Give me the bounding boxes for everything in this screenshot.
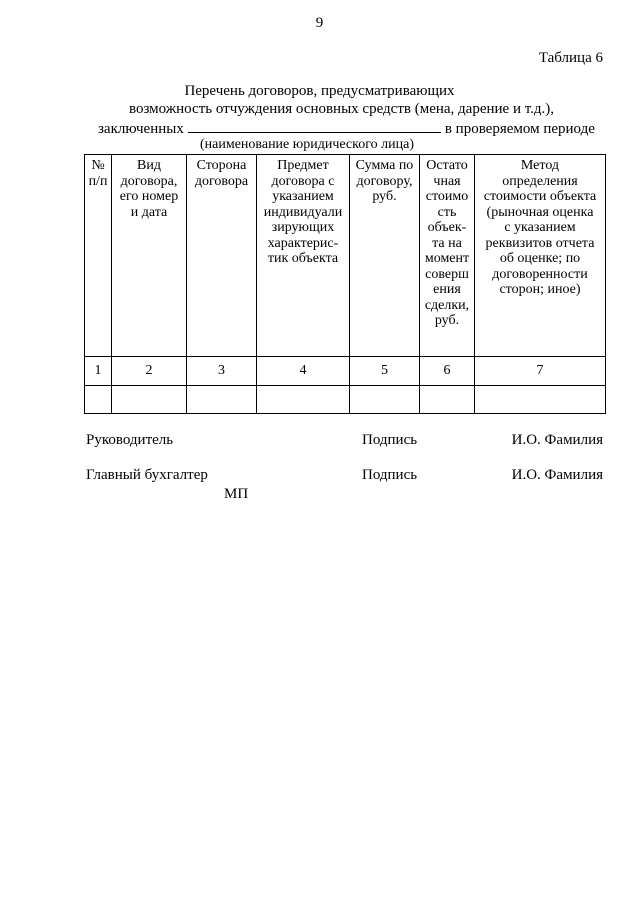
head-signature-label: Подпись [362, 432, 418, 448]
table-number-row [85, 357, 606, 386]
column-number-cell: 3 [187, 357, 257, 386]
header-cell-amount: Сумма по договору, руб. [350, 155, 420, 357]
header-cell-contract-type: Вид договора, его номер и дата [112, 155, 187, 357]
column-number-cell: 4 [257, 357, 350, 386]
table-cell [350, 386, 420, 414]
table-cell [475, 386, 606, 414]
header-cell-residual-value: Остато чная стоимо сть объек- та на момент соверш ения сделки, руб. [420, 155, 475, 357]
head-name: И.О. Фамилия [511, 432, 603, 448]
table-label: Таблица 6 [538, 50, 603, 66]
title-line-1: Перечень договоров, предусматривающих [184, 83, 455, 99]
legal-entity-caption: (наименование юридического лица) [200, 137, 414, 152]
header-cell-subject: Предмет договора с указанием индивидуали зирующих характерис- тик объекта [257, 155, 350, 357]
accountant-signature-label: Подпись [362, 467, 418, 483]
title-line-3 [98, 119, 618, 138]
table-header-row [85, 155, 606, 357]
table-cell [187, 386, 257, 414]
title-line-2: возможность отчуждения основных средств (мена, дарение и т.д.), [128, 101, 555, 117]
column-number-cell: 5 [350, 357, 420, 386]
table-row [85, 386, 606, 414]
title-line-3-before: заключенных [98, 121, 184, 137]
table-cell [85, 386, 112, 414]
table-cell [420, 386, 475, 414]
page-number: 9 [315, 15, 324, 31]
head-role: Руководитель [86, 432, 174, 448]
header-cell-party: Сторона договора [187, 155, 257, 357]
legal-entity-blank [188, 119, 441, 133]
column-number-cell: 6 [420, 357, 475, 386]
header-cell-valuation-method: Метод определения стоимости объекта (рыночная оценка с указанием реквизитов отчета об оценке; по договоренности сторон; иное) [475, 155, 606, 357]
table-cell [257, 386, 350, 414]
column-number-cell: 2 [112, 357, 187, 386]
column-number-cell: 1 [85, 357, 112, 386]
column-number-cell: 7 [475, 357, 606, 386]
accountant-name: И.О. Фамилия [511, 467, 603, 483]
table-cell [112, 386, 187, 414]
title-line-3-after: в проверяемом периоде [444, 121, 595, 137]
contracts-table [84, 154, 606, 414]
stamp-label: МП [224, 486, 249, 502]
header-cell-number: № п/п [85, 155, 112, 357]
accountant-role: Главный бухгалтер [86, 467, 208, 483]
